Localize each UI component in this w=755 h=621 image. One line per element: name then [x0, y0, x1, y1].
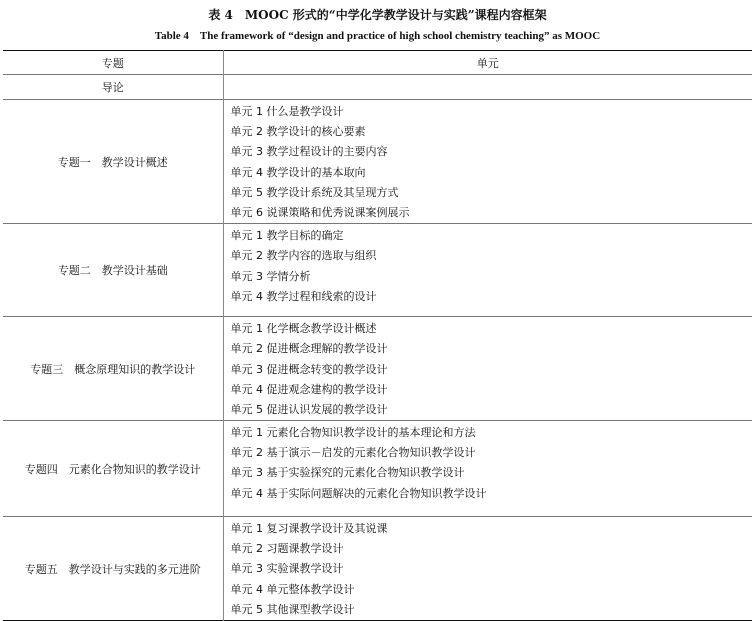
unit-item: 单元 4 促进观念建构的教学设计: [230, 382, 388, 396]
topic-name: 专题四 元素化合物知识的教学设计: [3, 421, 223, 517]
unit-item: 单元 2 促进概念理解的教学设计: [230, 342, 388, 356]
topic-name: 专题三 概念原理知识的教学设计: [3, 317, 223, 421]
table-caption-english: Table 4 The framework of “design and practice of high school chemistry teaching” as MOOC: [154, 30, 601, 42]
header-topic: 专题: [3, 51, 223, 75]
unit-item: 单元 4 教学过程和线索的设计: [230, 289, 377, 303]
unit-item: 单元 3 基于实验探究的元素化合物知识教学设计: [230, 466, 465, 480]
unit-item: 单元 2 习题课教学设计: [230, 542, 344, 556]
unit-item: 单元 5 促进认识发展的教学设计: [230, 402, 388, 416]
unit-item: 单元 5 教学设计系统及其呈现方式: [230, 185, 399, 199]
unit-list: [223, 100, 752, 224]
unit-item: 单元 4 教学设计的基本取向: [230, 165, 366, 179]
course-framework-table-container: [3, 50, 752, 621]
unit-item: 单元 1 元素化合物知识教学设计的基本理论和方法: [230, 426, 476, 440]
unit-item: 单元 1 化学概念教学设计概述: [230, 322, 377, 336]
unit-list: [223, 517, 752, 621]
unit-item: 单元 4 单元整体教学设计: [230, 582, 355, 596]
intro-label: 导论: [3, 75, 223, 100]
intro-row: [3, 75, 752, 100]
unit-item: 单元 2 教学设计的核心要素: [230, 125, 366, 139]
unit-list: [223, 317, 752, 421]
unit-item: 单元 1 什么是教学设计: [230, 105, 344, 118]
unit-item: 单元 3 实验课教学设计: [230, 562, 344, 576]
header-row: [3, 51, 752, 75]
topic-name: 专题二 教学设计基础: [3, 224, 223, 317]
unit-item: 单元 3 促进概念转变的教学设计: [230, 362, 388, 376]
table-caption-chinese: 表 4 MOOC 形式的“中学化学教学设计与实践”课程内容框架: [208, 8, 547, 22]
topic-row-1: [3, 100, 752, 224]
unit-item: 单元 2 基于演示－启发的元素化合物知识教学设计: [230, 446, 476, 460]
unit-item: 单元 2 教学内容的选取与组织: [230, 249, 377, 263]
unit-item: 单元 1 复习课教学设计及其说课: [230, 522, 388, 536]
unit-item: 单元 4 基于实际问题解决的元素化合物知识教学设计: [230, 486, 487, 500]
topic-row-5: [3, 517, 752, 621]
header-units: 单元: [476, 56, 499, 70]
unit-list: [223, 421, 752, 517]
unit-item: 单元 5 其他课型教学设计: [230, 602, 355, 616]
unit-item: 单元 3 学情分析: [230, 269, 311, 283]
topic-name: 专题五 教学设计与实践的多元进阶: [3, 517, 223, 621]
topic-row-4: [3, 421, 752, 517]
topic-row-2: [3, 224, 752, 317]
topic-name: 专题一 教学设计概述: [3, 100, 223, 224]
course-framework-table: [3, 50, 752, 621]
topic-row-3: [3, 317, 752, 421]
intro-empty-cell: [223, 75, 752, 100]
unit-item: 单元 6 说课策略和优秀说课案例展示: [230, 205, 410, 219]
unit-item: 单元 3 教学过程设计的主要内容: [230, 145, 388, 159]
unit-list: [223, 224, 752, 317]
unit-item: 单元 1 教学目标的确定: [230, 229, 344, 243]
